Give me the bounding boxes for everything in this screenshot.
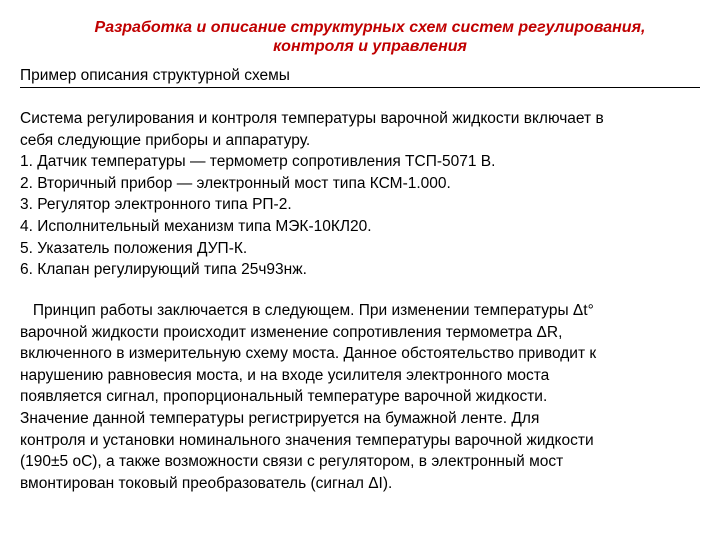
principle-line: вмонтирован токовый преобразователь (сигнал ΔI). (20, 474, 393, 492)
title-line-1: Разработка и описание структурных схем систем регулирования, (94, 19, 646, 36)
list-item: 3. Регулятор электронного типа РП-2. (20, 196, 292, 214)
section-subtitle: Пример описания структурной схемы (20, 67, 290, 84)
title-line-2: контроля и управления (273, 38, 467, 55)
principle-line: (190±5 оС), а также возможности связи с регулятором, в электронный мост (20, 453, 564, 471)
intro-line-2: себя следующие приборы и аппаратуру. (20, 131, 311, 149)
principle-paragraph (20, 300, 705, 494)
intro-block (20, 108, 705, 281)
principle-line: появляется сигнал, пропорциональный температуре варочной жидкости. (20, 388, 548, 406)
list-item: 5. Указатель положения ДУП-К. (20, 239, 248, 257)
list-item: 6. Клапан регулирующий типа 25ч93нж. (20, 261, 307, 279)
principle-line: Принцип работы заключается в следующем. При изменении температуры Δt° (20, 302, 594, 319)
principle-line: контроля и установки номинального значения температуры варочной жидкости (20, 431, 594, 449)
principle-line: нарушению равновесия моста, и на входе усилителя электронного моста (20, 366, 550, 384)
intro-line-1: Система регулирования и контроля температуры варочной жидкости включает в (20, 110, 604, 127)
principle-line: варочной жидкости происходит изменение сопротивления термометра ΔR, (20, 323, 563, 341)
list-item: 2. Вторичный прибор — электронный мост типа КСМ-1.000. (20, 174, 451, 192)
principle-line: Значение данной температуры регистрируется на бумажной ленте. Для (20, 409, 540, 427)
slide-title (30, 18, 710, 56)
subtitle-underline (20, 87, 700, 88)
list-item: 4. Исполнительный механизм типа МЭК-10КЛ20. (20, 217, 372, 235)
principle-line: включенного в измерительную схему моста. Данное обстоятельство приводит к (20, 345, 597, 363)
list-item: 1. Датчик температуры — термометр сопротивления ТСП-5071 В. (20, 153, 496, 171)
